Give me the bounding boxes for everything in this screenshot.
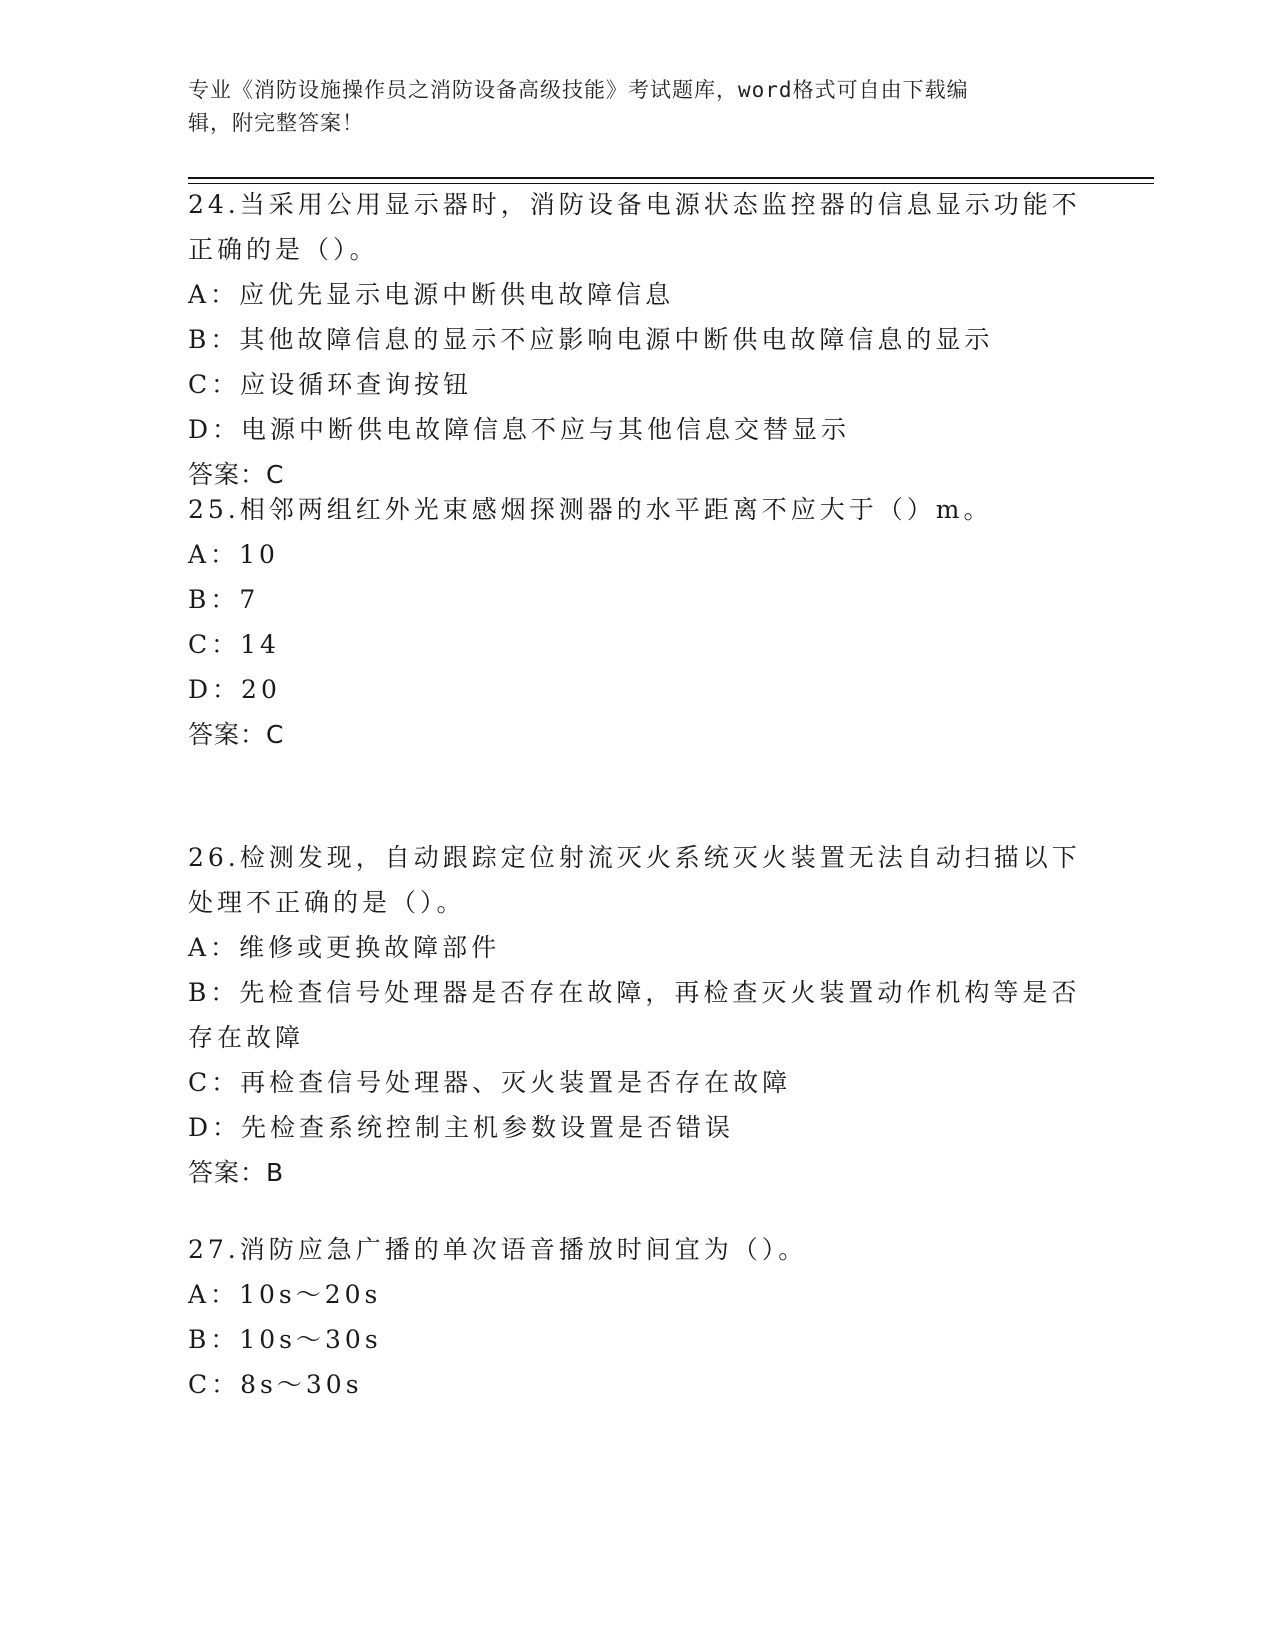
- option-line: [188, 1015, 1088, 1060]
- option-label: D：: [188, 675, 242, 704]
- question-stem-line: 25.相邻两组红外光束感烟探测器的水平距离不应大于（）m。: [188, 495, 993, 524]
- option-label: D：: [188, 415, 242, 444]
- option-text: 维修或更换故障部件: [239, 933, 501, 962]
- option-line: [188, 622, 1088, 667]
- answer-line: 答案：C: [188, 720, 285, 749]
- option-text: 其他故障信息的显示不应影响电源中断供电故障信息的显示: [239, 325, 994, 354]
- option-text: 应设循环查询按钮: [240, 370, 473, 399]
- option-text: 8s～30s: [240, 1370, 363, 1399]
- option-line: [188, 1272, 1088, 1317]
- question-block: [188, 487, 1088, 757]
- option-text: 10: [239, 540, 279, 569]
- option-text: 7: [239, 585, 260, 614]
- question-block: [188, 182, 1088, 497]
- question-block: [188, 835, 1088, 1195]
- answer-line: 答案：C: [188, 460, 285, 489]
- question-stem-line: 26.检测发现，自动跟踪定位射流灭火系统灭火装置无法自动扫描以下: [188, 843, 1081, 872]
- option-text: 10s～20s: [239, 1280, 382, 1309]
- header-line-2: 辑，附完整答案！: [188, 111, 364, 135]
- option-text: 电源中断供电故障信息不应与其他信息交替显示: [241, 415, 851, 444]
- option-label: A：: [188, 540, 240, 569]
- question-stem-line: 处理不正确的是（）。: [188, 888, 466, 917]
- option-label: C：: [188, 370, 241, 399]
- option-line: [188, 1362, 1088, 1407]
- question-block: [188, 1227, 1088, 1407]
- option-label: A：: [188, 280, 240, 309]
- question-stem-line: 正确的是（）。: [188, 235, 379, 264]
- option-label: C：: [188, 1370, 241, 1399]
- option-text: 先检查系统控制主机参数设置是否错误: [241, 1113, 735, 1142]
- option-label: B：: [188, 978, 240, 1007]
- option-line: [188, 925, 1088, 970]
- option-line: [188, 577, 1088, 622]
- answer-line: 答案：B: [188, 1158, 285, 1187]
- option-label: C：: [188, 630, 241, 659]
- option-text: 应优先显示电源中断供电故障信息: [239, 280, 675, 309]
- header-divider-thick: [188, 177, 1154, 179]
- option-text: 存在故障: [188, 1023, 305, 1052]
- option-line: [188, 1317, 1088, 1362]
- option-line: [188, 317, 1088, 362]
- option-line: [188, 1105, 1088, 1150]
- option-text: 10s～30s: [239, 1325, 382, 1354]
- option-label: B：: [188, 585, 240, 614]
- option-line: [188, 970, 1088, 1015]
- option-label: B：: [188, 1325, 240, 1354]
- question-stem-line: 24.当采用公用显示器时，消防设备电源状态监控器的信息显示功能不: [188, 190, 1081, 219]
- option-text: 再检查信号处理器、灭火装置是否存在故障: [240, 1068, 792, 1097]
- document-header: [188, 74, 1088, 140]
- option-label: A：: [188, 1280, 240, 1309]
- option-line: [188, 362, 1088, 407]
- option-label: C：: [188, 1068, 241, 1097]
- option-line: [188, 407, 1088, 452]
- option-text: 20: [241, 675, 281, 704]
- option-line: [188, 1060, 1088, 1105]
- option-text: 14: [240, 630, 280, 659]
- option-line: [188, 532, 1088, 577]
- option-text: 先检查信号处理器是否存在故障，再检查灭火装置动作机构等是否: [239, 978, 1081, 1007]
- option-line: [188, 272, 1088, 317]
- option-label: D：: [188, 1113, 242, 1142]
- option-label: B：: [188, 325, 240, 354]
- option-label: A：: [188, 933, 240, 962]
- option-line: [188, 667, 1088, 712]
- question-stem-line: 27.消防应急广播的单次语音播放时间宜为（）。: [188, 1235, 808, 1264]
- header-line-1: 专业《消防设施操作员之消防设备高级技能》考试题库，word格式可自由下载编: [188, 78, 969, 102]
